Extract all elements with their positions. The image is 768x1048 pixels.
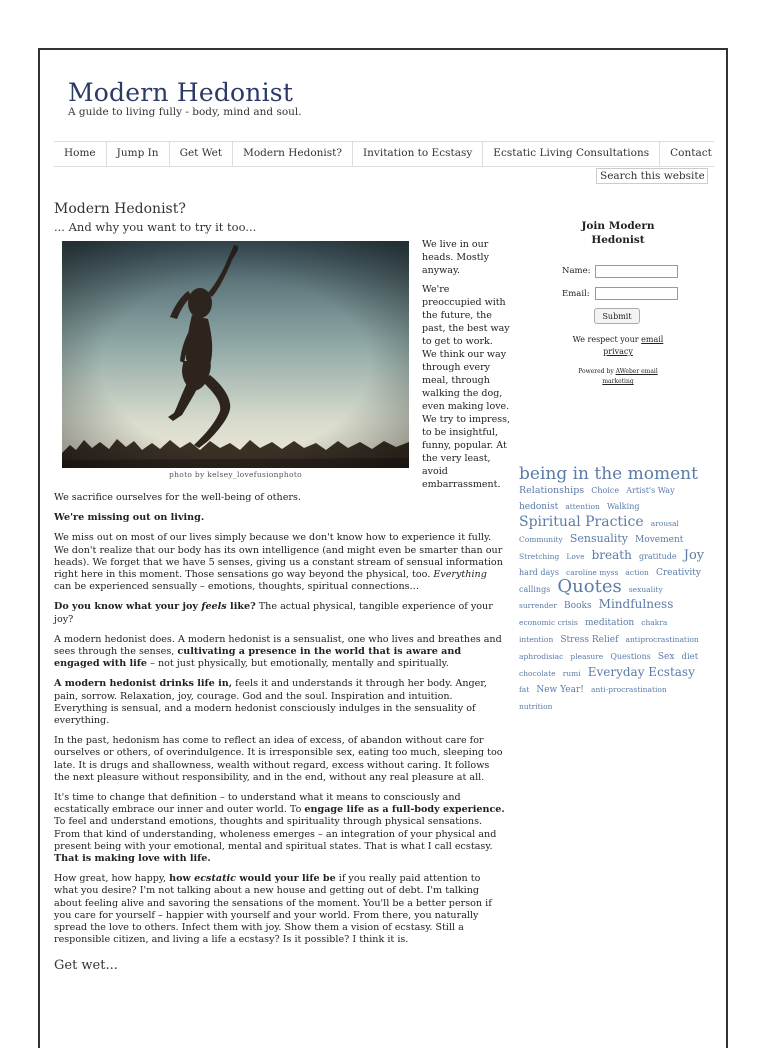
tag-link[interactable]: Choice: [591, 486, 620, 495]
body-text-span: A modern hedonist does. A modern hedonist is a sensualist, one who lives and breathes and sees through the senses,: [54, 633, 502, 658]
tag-link[interactable]: Everyday Ecstasy: [587, 665, 695, 679]
powered-text: Powered by: [578, 368, 616, 375]
body-text-span: – not just physically, but emotionally, mentally and spiritually.: [147, 658, 449, 670]
tag-link[interactable]: sexuality: [628, 585, 663, 594]
body-paragraph: [54, 532, 506, 593]
tag-link[interactable]: intention: [519, 635, 554, 644]
body-text-span: can be experienced sensually – emotions, thoughts, spiritual connections…: [54, 581, 420, 593]
tag-link[interactable]: being in the moment: [519, 464, 698, 484]
name-field[interactable]: [595, 265, 678, 278]
tag-link[interactable]: Stretching: [519, 552, 560, 561]
post-subtitle: ... And why you want to try it too...: [54, 220, 257, 234]
body-text-span: like?: [226, 601, 256, 613]
tag-link[interactable]: callings: [519, 585, 551, 594]
body-paragraph: [54, 601, 506, 625]
nav-item-invitation-to-ecstasy[interactable]: Invitation to Ecstasy: [353, 142, 483, 166]
post-title: Modern Hedonist?: [54, 201, 186, 217]
tag-link[interactable]: Walking: [606, 502, 640, 511]
tag-link[interactable]: Books: [564, 601, 592, 611]
privacy-note: [566, 334, 670, 358]
search-input[interactable]: [596, 168, 708, 184]
nav-item-get-wet[interactable]: Get Wet: [170, 142, 234, 166]
tag-link[interactable]: Spiritual Practice: [519, 514, 644, 530]
tag-link[interactable]: pleasure: [570, 652, 604, 661]
nav-item-modern-hedonist[interactable]: Modern Hedonist?: [233, 142, 353, 166]
submit-button[interactable]: Submit: [594, 308, 640, 324]
body-text-span: We miss out on most of our lives simply because we don't know how to experience it fully. We don't realize that our body has its own intelligence (and might even be smarter than our heads). We forget that we have 5 senses, giving us a constant stream of sensual information right here in this moment. Those sensations go way beyond the physical, too.: [54, 532, 503, 581]
emphasis-text: A modern hedonist drinks life in,: [54, 678, 233, 690]
tag-link[interactable]: Sex: [657, 652, 675, 662]
tag-link[interactable]: hedonist: [519, 502, 559, 512]
tag-link[interactable]: arousal: [650, 519, 679, 528]
emphasis-text: cultivating a presence in the world that is aware and engaged with life: [54, 646, 462, 670]
tag-link[interactable]: Community: [519, 535, 563, 544]
body-paragraph: [54, 678, 506, 727]
tag-link[interactable]: Love: [566, 552, 585, 561]
tag-link[interactable]: New Year!: [536, 685, 584, 695]
tag-link[interactable]: hard days: [519, 568, 559, 577]
signup-title: Join Modern Hedonist: [581, 220, 655, 246]
tag-link[interactable]: Joy: [683, 548, 705, 563]
italic-text: Everything: [433, 569, 487, 581]
tag-link[interactable]: Mindfulness: [598, 597, 674, 611]
site-tagline: A guide to living fully - body, mind and soul.: [68, 106, 302, 118]
body-text-span: The actual physical, tangible experience of your joy?: [54, 601, 493, 625]
tag-link[interactable]: fat: [519, 685, 530, 694]
body-text-span: would your life be: [236, 873, 336, 885]
body-text-span: how: [169, 873, 195, 885]
intro-paragraph: We live in our heads. Mostly anyway.: [422, 239, 489, 276]
italic-text: ecstatic: [194, 873, 237, 885]
tag-cloud: [519, 464, 709, 713]
body-paragraph: [54, 634, 506, 671]
body-text-span: How great, how happy,: [54, 873, 170, 885]
emphasis-text: We're missing out on living.: [54, 512, 205, 524]
tag-link[interactable]: aphrodisiac: [519, 652, 564, 661]
tag-link[interactable]: Artist's Way: [626, 486, 675, 495]
privacy-text: We respect your: [572, 335, 642, 344]
post-body: [54, 492, 506, 955]
body-text-span: To feel and understand emotions, thoughts and spirituality through physical sensations. From that kind of understanding, wholeness emerges – an integration of your physical and present being with your emotional, mental and spiritual states. That is what I call ecstasy.: [54, 816, 497, 852]
nav-item-jump-in[interactable]: Jump In: [107, 142, 170, 166]
tag-link[interactable]: Quotes: [557, 576, 622, 597]
italic-text: feels: [201, 601, 227, 613]
tag-link[interactable]: Questions: [610, 652, 651, 661]
powered-by-note: [568, 367, 668, 387]
name-label: Name:: [562, 266, 591, 276]
emphasis-text: [54, 601, 256, 612]
tag-link[interactable]: Sensuality: [569, 532, 628, 545]
intro-column: [422, 238, 510, 497]
photo-caption: photo by kelsey_lovefusionphoto: [169, 470, 302, 479]
tag-link[interactable]: chocolate: [519, 669, 556, 678]
next-section-heading: Get wet...: [54, 958, 118, 973]
tag-link[interactable]: Creativity: [655, 568, 701, 578]
body-paragraph: [54, 873, 506, 946]
nav-item-home[interactable]: Home: [54, 142, 107, 166]
tag-link[interactable]: anti-procrastination: [591, 685, 667, 694]
main-nav: [54, 141, 714, 167]
jumping-woman-photo: [62, 241, 409, 468]
tag-link[interactable]: Relationships: [519, 485, 585, 496]
tag-link[interactable]: Movement: [635, 535, 684, 545]
intro-paragraph: We're preoccupied with the future, the past, the best way to get to work. We think our way through every meal, through walking the dog, even making love. We try to impress, to be insightful, funny, popular. At the very least, avoid embarrassment.: [422, 284, 510, 490]
privacy-link[interactable]: email privacy: [603, 335, 664, 356]
tag-link[interactable]: rumi: [562, 669, 581, 678]
tag-link[interactable]: nutrition: [519, 702, 553, 711]
nav-item-contact[interactable]: Contact: [670, 147, 712, 159]
emphasis-text: engage life as a full-body experience.: [304, 804, 505, 816]
body-paragraph: In the past, hedonism has come to reflect an idea of excess, of abandon without care for ourselves or others, of overindulgence. It is irresponsible sex, eating too much, sleeping too late. It is drugs and shallowness, wealth without regard, excess without caring. It follows the next pleasure without responsibility, and in the end, without any real pleasure at all.: [54, 735, 503, 783]
nav-item-ecstatic-living-consultations[interactable]: Ecstatic Living Consultations: [483, 142, 660, 166]
aweber-link[interactable]: AWeber email marketing: [602, 368, 658, 385]
body-paragraph: We sacrifice ourselves for the well-being of others.: [54, 492, 301, 503]
post-photo: [62, 241, 409, 468]
emphasis-text: That is making love with life.: [54, 853, 211, 865]
body-text-span: feels it and understands it through her body. Anger, pain, sorrow. Relaxation, joy, courage. God and the soul. Inspiration and intuition. Everything is sensual, and a modern hedonist consciously indulges in the sensuality of everything.: [54, 678, 487, 727]
tag-link[interactable]: chakra: [641, 618, 668, 627]
email-field[interactable]: [595, 287, 678, 300]
body-text-span: Do you know what your joy: [54, 601, 202, 613]
email-label: Email:: [562, 289, 590, 299]
tag-link[interactable]: action: [625, 568, 649, 577]
emphasis-text: [169, 873, 336, 884]
site-title[interactable]: Modern Hedonist: [68, 78, 294, 107]
tag-link[interactable]: antiprocrastination: [625, 635, 699, 644]
body-paragraph: [54, 512, 506, 524]
tag-link[interactable]: surrender: [519, 601, 557, 610]
tag-link[interactable]: meditation: [584, 618, 635, 628]
body-paragraph: [54, 792, 506, 865]
tag-link[interactable]: attention: [565, 502, 600, 511]
tag-link[interactable]: diet: [681, 652, 699, 662]
tag-link[interactable]: Stress Relief: [560, 635, 619, 645]
body-text-span: if you really paid attention to what you desire? I'm not talking about a new house and getting out of debt. I'm talking about feeling alive and savoring the sensations of the moment. You'll be a better person if you care for yourself – happier with yourself and your world. From there, you naturally spread the love to others. Infect them with joy. Show them a vision of ecstasy. Still a responsible citizen, and living a life a ecstasy? Is it possible? I think it is.: [54, 873, 492, 946]
tag-link[interactable]: breath: [591, 548, 632, 562]
tag-link[interactable]: gratitude: [638, 552, 677, 561]
tag-link[interactable]: economic crisis: [519, 618, 578, 627]
body-text-span: It's time to change that definition – to understand what it means to consciously and ecstatically embrace our inner and outer world. To: [54, 792, 461, 816]
tag-link[interactable]: caroline myss: [566, 568, 619, 577]
